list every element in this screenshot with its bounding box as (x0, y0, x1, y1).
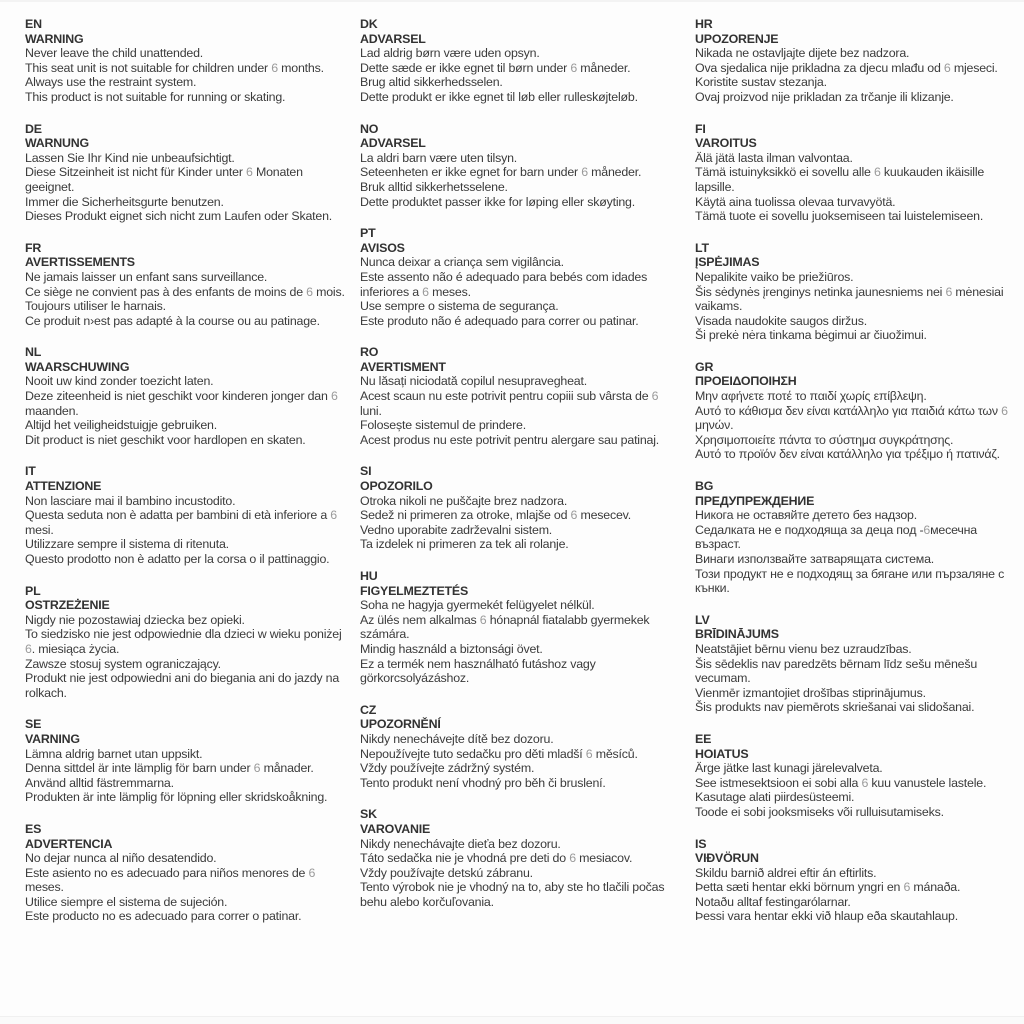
warning-title: ATTENZIONE (25, 479, 102, 494)
warning-line: Vždy používajte detskú zábranu. (360, 865, 533, 880)
warning-line: Soha ne hagyja gyermekét felügyelet nélkül. (360, 598, 595, 613)
age-number: 6 (585, 746, 593, 761)
page-edge-top (0, 0, 1024, 2)
warning-line: This seat unit is not suitable for children under 6 months. (25, 60, 324, 75)
warning-line: Este produto não é adequado para correr ou patinar. (360, 313, 639, 328)
warning-line: Use sempre o sistema de segurança. (360, 299, 559, 314)
warning-section-fi (695, 122, 1015, 224)
warning-title: ПРЕДУПРЕЖДЕНИЕ (695, 493, 815, 508)
warning-line: Älä jätä lasta ilman valvontaa. (695, 150, 853, 165)
warning-line: Šis sėdynės įrenginys netinka jaunesniems nei 6 mėnesiai vaikams. (695, 284, 1004, 314)
column-1 (25, 17, 345, 941)
warning-section-lt (695, 241, 1015, 343)
warning-title: VAROITUS (695, 136, 757, 151)
warning-line: Tento produkt není vhodný pro běh či bruslení. (360, 775, 606, 790)
warning-title: ADVARSEL (360, 31, 426, 46)
warning-line: Никога не оставяйте детето без надзор. (695, 508, 917, 523)
warning-section-si (360, 464, 680, 552)
warning-line: Produkt nie jest odpowiedni ani do biegania ani do jazdy na rolkach. (25, 671, 340, 700)
age-number: 6 (246, 165, 253, 180)
warning-line: Acest produs nu este potrivit pentru alergare sau patinaj. (360, 432, 660, 447)
age-number: 6 (25, 641, 32, 656)
warning-line: Sedež ni primeren za otroke, mlajše od 6 mesecev. (360, 508, 631, 523)
warning-line: Χρησιμοποιείτε πάντα το σύστημα συγκράτησης. (695, 432, 954, 447)
warning-title: VARNING (25, 731, 80, 746)
age-number: 6 (570, 508, 578, 523)
warning-line: Produkten är inte lämplig för löpning eller skridskoåkning. (25, 790, 328, 805)
warning-line: Toode ei sobi jooksmiseks või rulluisutamiseks. (695, 804, 944, 819)
warning-title: OPOZORILO (360, 479, 433, 494)
warning-line: Nepalikite vaiko be priežiūros. (695, 269, 854, 284)
warning-section-ee (695, 732, 1015, 820)
warning-section-nl (25, 345, 345, 447)
warning-line: Nooit uw kind zonder toezicht laten. (25, 374, 214, 389)
warning-line: Αυτό το κάθισμα δεν είναι κατάλληλο για παιδιά κάτω των 6 μηνών. (695, 403, 1008, 433)
age-number: 6 (271, 60, 278, 75)
warning-line: See istmesektsioon ei sobi alla 6 kuu vanustele lastele. (695, 775, 987, 790)
age-number: 6 (945, 284, 953, 299)
language-code: HU (360, 569, 378, 583)
language-code: IT (25, 464, 36, 479)
warning-line: Otroka nikoli ne puščajte brez nadzora. (360, 493, 568, 508)
warning-section-dk (360, 17, 680, 105)
warning-line: Immer die Sicherheitsgurte benutzen. (25, 194, 224, 209)
warning-line: Brug altid sikkerhedsselen. (360, 75, 503, 90)
age-number: 6 (570, 60, 578, 75)
warning-title: WAARSCHUWING (25, 359, 130, 374)
warning-line: Lad aldrig børn være uden opsyn. (360, 46, 540, 61)
warning-line: Diese Sitzeinheit ist nicht für Kinder unter 6 Monaten geeignet. (25, 165, 303, 194)
warning-line: To siedzisko nie jest odpowiednie dla dzieci w wieku poniżej 6. miesiąca życia. (25, 627, 342, 656)
language-code: SI (360, 464, 372, 479)
warning-line: Utilice siempre el sistema de sujeción. (25, 894, 228, 909)
warning-line: Ši prekė nėra tinkama bėgimui ar čiuožimui. (695, 328, 927, 343)
warning-title: UPOZORNĚNÍ (360, 717, 441, 732)
warning-title: ĮSPĖJIMAS (695, 255, 760, 270)
warning-line: Dieses Produkt eignet sich nicht zum Laufen oder Skaten. (25, 209, 333, 224)
warning-line: Μην αφήνετε ποτέ το παιδί χωρίς επίβλεψη. (695, 389, 927, 404)
age-number: 6 (651, 389, 659, 404)
age-number: 6 (569, 851, 576, 866)
age-number: 6 (479, 612, 487, 627)
age-number: 6 (1001, 403, 1008, 418)
language-code: DK (360, 17, 378, 31)
warning-line: Denna sittdel är inte lämplig för barn under 6 månader. (25, 761, 314, 776)
warning-line: Az ülés nem alkalmas 6 hónapnál fiatalabb gyermekek számára. (360, 612, 650, 642)
warning-line: Altijd het veiligheidstuigje gebruiken. (25, 418, 217, 433)
warning-title: VAROVANIE (360, 821, 431, 836)
page-edge-bottom (0, 1016, 1024, 1024)
warning-title: OSTRZEŻENIE (25, 598, 110, 613)
column-2 (360, 17, 680, 941)
language-code: EN (25, 17, 42, 31)
warning-line: Táto sedačka nie je vhodná pre deti do 6 mesiacov. (360, 851, 633, 866)
warning-line: Šis sēdeklis nav paredzēts bērnam līdz sešu mēnešu vecumam. (695, 656, 978, 686)
language-code: PT (360, 226, 376, 241)
warning-line: Notaðu alltaf festingarólarnar. (695, 894, 851, 909)
warning-line: Ce produit n›est pas adapté à la course ou au patinage. (25, 313, 320, 328)
warning-line: Seteenheten er ikke egnet for barn under 6 måneder. (360, 165, 642, 180)
age-number: 6 (861, 775, 869, 790)
language-code: NO (360, 121, 379, 136)
warning-line: Nikdy nenechávajte dieťa bez dozoru. (360, 836, 561, 851)
warning-line: Този продукт не е подходящ за бягане или пързаляне с кънки. (695, 566, 1005, 596)
warning-line: Αυτό το προϊόν δεν είναι κατάλληλο για τρέξιμο ή πατινάζ. (695, 447, 1000, 462)
warning-line: Nunca deixar a criança sem vigilância. (360, 255, 564, 270)
warning-line: Ova sjedalica nije prikladna za djecu mlađu od 6 mjeseci. (695, 60, 998, 75)
warning-title: AVISOS (360, 240, 405, 255)
language-code: GR (695, 359, 714, 374)
warning-line: Nu lăsați niciodată copilul nesupravegheat. (360, 374, 587, 389)
warning-line: Þetta sæti hentar ekki börnum yngri en 6 mánaða. (695, 880, 961, 895)
age-number: 6 (943, 60, 951, 75)
warning-line: Never leave the child unattended. (25, 46, 204, 61)
warning-line: Mindig használd a biztonsági övet. (360, 641, 543, 656)
warning-section-se (25, 717, 345, 805)
warning-line: Tento výrobok nie je vhodný na to, aby ste ho tlačili počas behu alebo korčuľovania. (360, 880, 665, 909)
warning-title: ADVERTENCIA (25, 836, 113, 851)
warning-line: Questo prodotto non è adatto per la corsa o il pattinaggio. (25, 552, 330, 566)
warning-line: Este assento não é adequado para bebés com idades inferiores a 6 meses. (360, 269, 648, 299)
warning-line: Questa seduta non è adatta per bambini di età inferiore a 6 mesi. (25, 508, 337, 537)
warning-line: Vedno uporabite zadrževalni sistem. (360, 522, 553, 537)
warning-line: Tämä tuote ei sovellu juoksemiseen tai luistelemiseen. (695, 209, 984, 224)
language-code: RO (360, 345, 379, 360)
language-code: CZ (360, 702, 377, 717)
age-number: 6 (308, 865, 316, 880)
warning-line: La aldri barn være uten tilsyn. (360, 150, 518, 165)
language-code: FI (695, 121, 706, 136)
warning-title: VIÐVÖRUN (695, 851, 759, 866)
age-number: 6 (903, 880, 911, 895)
warning-line: Dit product is niet geschikt voor hardlopen en skaten. (25, 432, 306, 447)
warning-title: AVERTISSEMENTS (25, 255, 135, 270)
warning-line: Nikada ne ostavljajte dijete bez nadzora. (695, 46, 910, 61)
warning-title: WARNUNG (25, 136, 89, 151)
warning-section-is (695, 837, 1015, 925)
warning-line: Ez a termék nem használható futáshoz vagy görkorcsolyázáshoz. (360, 656, 596, 686)
language-code: SK (360, 807, 377, 822)
language-code: LV (695, 612, 710, 627)
warning-line: Þessi vara hentar ekki við hlaup eða skautahlaup. (695, 909, 958, 924)
language-code: PL (25, 583, 41, 598)
warning-section-sk (360, 807, 680, 909)
warning-line: Lassen Sie Ihr Kind nie unbeaufsichtigt. (25, 150, 235, 165)
warning-line: Zawsze stosuj system ograniczający. (25, 656, 221, 671)
warning-line: Dette produktet passer ikke for løping eller skøyting. (360, 194, 635, 209)
warning-section-es (25, 822, 345, 924)
age-number: 6 (330, 389, 338, 404)
warning-title: AVERTISMENT (360, 359, 446, 374)
warning-section-no (360, 122, 680, 210)
warning-section-hr (695, 17, 1015, 105)
warning-section-gr (695, 360, 1015, 462)
warning-line: Använd alltid fästremmarna. (25, 775, 174, 790)
age-number: 6 (873, 165, 881, 180)
warning-line: Este producto no es adecuado para correr o patinar. (25, 909, 302, 924)
warning-line: Vždy používejte zádržný systém. (360, 761, 535, 776)
language-code: NL (25, 345, 42, 360)
language-code: BG (695, 479, 714, 494)
warning-line: Käytä aina tuolissa olevaa turvavyötä. (695, 194, 896, 209)
language-code: SE (25, 717, 42, 732)
warning-section-hu (360, 569, 680, 686)
warning-title: ADVARSEL (360, 136, 426, 151)
column-3 (695, 17, 1015, 941)
warning-line: Folosește sistemul de prindere. (360, 418, 526, 433)
age-number: 6 (422, 284, 429, 299)
age-number: 6 (253, 761, 261, 776)
warning-section-ro (360, 345, 680, 447)
warning-line: Nikdy nenechávejte dítě bez dozoru. (360, 731, 554, 746)
warning-line: Visada naudokite saugos diržus. (695, 313, 867, 328)
warning-line: Винаги използвайте затварящата система. (695, 552, 935, 566)
warning-line: Koristite sustav stezanja. (695, 75, 827, 90)
warning-title: ΠΡΟΕΙΔΟΠΟΙΗΣΗ (695, 374, 797, 389)
warning-title: WARNING (25, 31, 84, 46)
warning-line: Deze ziteenheid is niet geschikt voor kinderen jonger dan 6 maanden. (25, 389, 338, 418)
warning-section-fr (25, 241, 345, 329)
language-code: ES (25, 821, 42, 836)
age-number: 6 (330, 508, 337, 523)
warning-line: Tämä istuinyksikkö ei sovellu alle 6 kuukauden ikäisille lapsille. (695, 165, 985, 194)
warning-line: Ce siège ne convient pas à des enfants de moins de 6 mois. (25, 284, 345, 299)
warning-section-pl (25, 584, 345, 701)
warning-line: Skildu barnið aldrei eftir án eftirlits. (695, 865, 877, 880)
warning-line: Always use the restraint system. (25, 75, 197, 90)
warning-title: HOIATUS (695, 746, 749, 761)
warning-line: Non lasciare mai il bambino incustodito. (25, 493, 236, 508)
warning-section-de (25, 122, 345, 224)
warning-title: FIGYELMEZTETÉS (360, 583, 469, 598)
warning-line: Nigdy nie pozostawiaj dziecka bez opieki. (25, 612, 245, 627)
language-code: DE (25, 121, 42, 136)
warning-line: Toujours utiliser le harnais. (25, 299, 166, 314)
warning-line: This product is not suitable for running or skating. (25, 89, 286, 104)
warning-line: Nepoužívejte tuto sedačku pro děti mladší 6 měsíců. (360, 746, 638, 761)
language-code: FR (25, 240, 42, 255)
age-number: 6 (306, 284, 313, 299)
warning-title: UPOZORENJE (695, 31, 779, 46)
warning-section-cz (360, 703, 680, 791)
warning-line: Šis produkts nav piemērots skriešanai vai slidošanai. (695, 700, 975, 715)
age-number: 6 (581, 165, 588, 180)
warning-line: Седалката не е подходяща за деца под -6месечна възраст. (695, 522, 977, 552)
warning-line: Kasutage alati piirdesüsteemi. (695, 790, 855, 805)
language-code: HR (695, 17, 713, 31)
language-code: IS (695, 836, 707, 851)
warning-line: Ärge jätke last kunagi järelevalveta. (695, 761, 883, 776)
warning-line: No dejar nunca al niño desatendido. (25, 851, 217, 866)
warning-section-lv (695, 613, 1015, 715)
warning-line: Acest scaun nu este potrivit pentru copiii sub vârsta de 6 luni. (360, 389, 659, 418)
warning-title: BRĪDINĀJUMS (695, 627, 779, 642)
age-number: 6 (923, 522, 931, 537)
warning-line: Ne jamais laisser un enfant sans surveillance. (25, 269, 268, 284)
warning-section-en (25, 17, 345, 105)
warning-line: Neatstājiet bērnu vienu bez uzraudzības. (695, 641, 912, 656)
warning-section-it (25, 464, 345, 566)
warning-line: Dette sæde er ikke egnet til børn under 6 måneder. (360, 60, 631, 75)
warning-line: Utilizzare sempre il sistema di ritenuta. (25, 537, 229, 552)
warning-section-bg (695, 479, 1015, 596)
language-code: LT (695, 240, 709, 255)
warning-line: Lämna aldrig barnet utan uppsikt. (25, 746, 203, 761)
warning-line: Vienmēr izmantojiet drošības stiprinājumus. (695, 685, 926, 700)
warning-line: Ta izdelek ni primeren za tek ali rolanje. (360, 537, 569, 552)
warning-line: Ovaj proizvod nije prikladan za trčanje ili klizanje. (695, 89, 954, 104)
warning-line: Bruk alltid sikkerhetsselene. (360, 179, 508, 194)
language-code: EE (695, 731, 712, 746)
warning-section-pt (360, 226, 680, 328)
warning-line: Dette produkt er ikke egnet til løb eller rulleskøjteløb. (360, 89, 638, 104)
warning-line: Este asiento no es adecuado para niños menores de 6 meses. (25, 865, 316, 895)
